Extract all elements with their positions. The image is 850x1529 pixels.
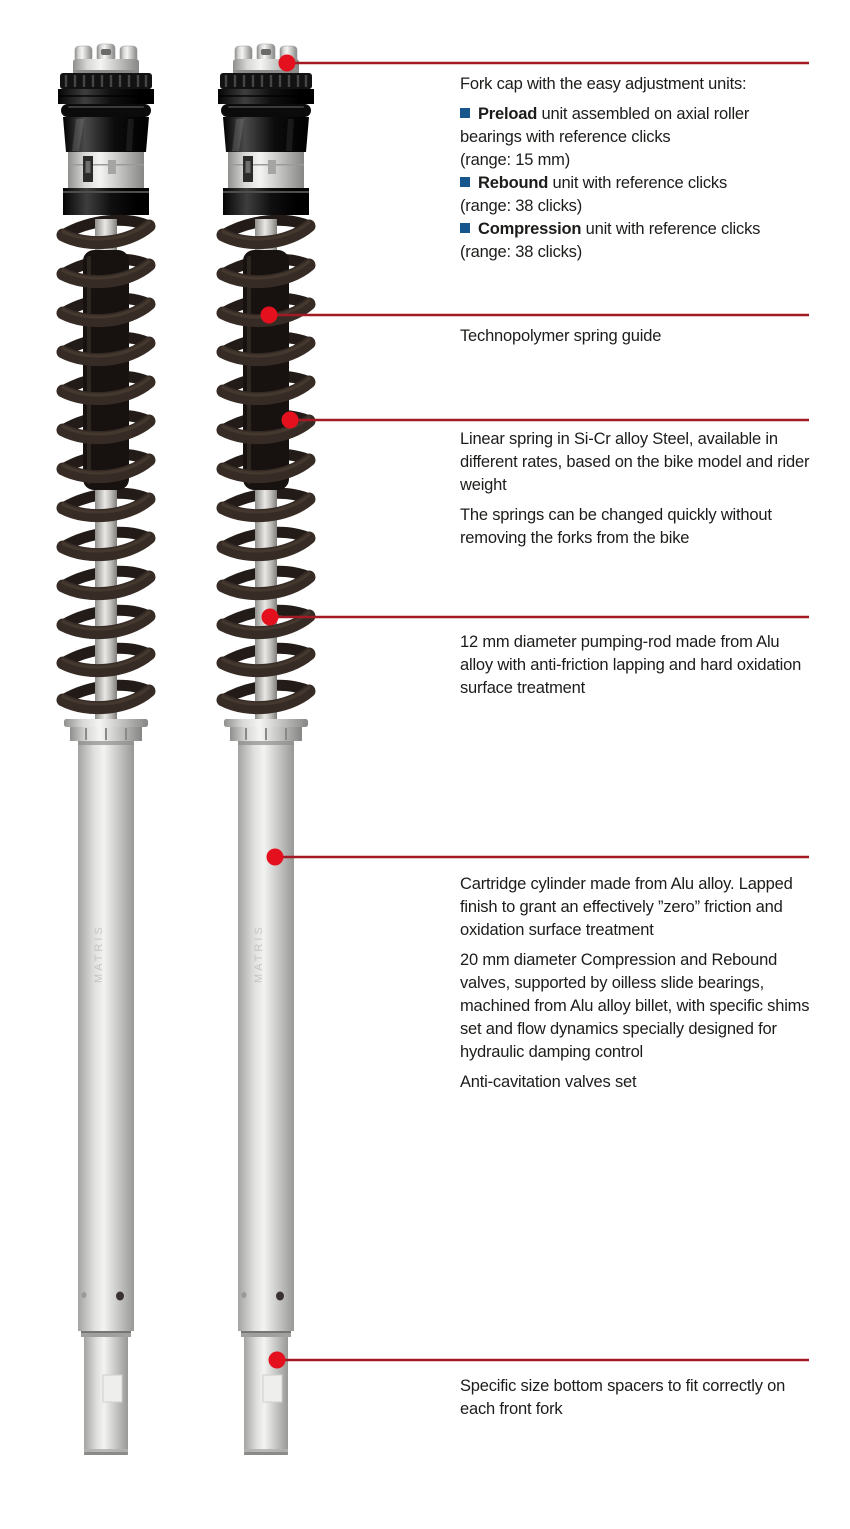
adjuster-item-rebound: Rebound unit with reference clicks (range: 38 clicks) xyxy=(460,172,814,218)
diagram-artwork: MATRIS xyxy=(0,0,850,1529)
adjuster-item-compression: Compression unit with reference clicks (range: 38 clicks) xyxy=(460,218,814,264)
callout-text-fork-cap xyxy=(460,73,814,264)
callout-dot-pumping-rod xyxy=(262,609,279,626)
bullet-square-icon xyxy=(460,177,470,187)
callout-dot-spring xyxy=(282,412,299,429)
callout-text-spring-guide: Technopolymer spring guide xyxy=(460,327,662,345)
fork-cartridge-left xyxy=(58,44,154,1455)
callout-text-pumping-rod: 12 mm diameter pumping-rod made from Alu alloy with anti-friction lapping and hard oxidation surface treatment xyxy=(460,633,802,697)
fork-cartridge-right xyxy=(218,44,314,1455)
adjuster-item-preload: Preload unit assembled on axial roller bearings with reference clicks (range: 15 mm) xyxy=(460,103,814,172)
adjuster-range: (range: 38 clicks) xyxy=(460,197,583,215)
callout-dot-fork-cap xyxy=(279,55,296,72)
bullet-square-icon xyxy=(460,223,470,233)
adjuster-range: (range: 15 mm) xyxy=(460,151,570,169)
callout-lead: Fork cap with the easy adjustment units: xyxy=(460,75,747,93)
adjuster-range: (range: 38 clicks) xyxy=(460,243,583,261)
callout-dot-bottom-spacer xyxy=(269,1352,286,1369)
callout-text-spring: Linear spring in Si-Cr alloy Steel, available in different rates, based on the bike model and rider weight The springs can be changed quickly without removing the forks from the bike xyxy=(460,430,810,547)
callout-text-bottom-spacer: Specific size bottom spacers to fit correctly on each front fork xyxy=(460,1377,786,1418)
bullet-square-icon xyxy=(460,108,470,118)
callout-text-cylinder: Cartridge cylinder made from Alu alloy. Lapped finish to grant an effectively ”zero” friction and oxidation surface treatment 20 mm diameter Compression and Rebound valves, supported by oilless slide bearings, machined from Alu alloy billet, with specific shims set and flow dynamics specially designed for hydraulic damping control Anti-cavitation valves set xyxy=(460,875,810,1091)
callout-dot-cylinder xyxy=(267,849,284,866)
callout-dot-spring-guide xyxy=(261,307,278,324)
